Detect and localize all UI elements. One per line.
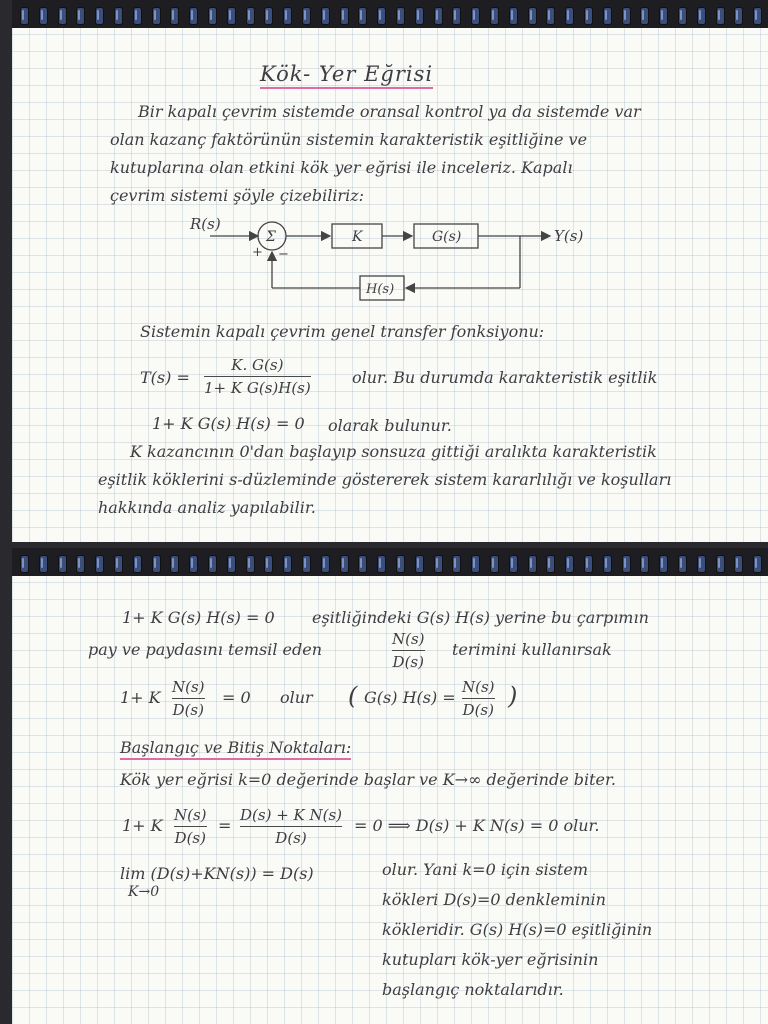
- notebook-page-2: [12, 548, 768, 1024]
- spiral-ring: [114, 555, 123, 573]
- characteristic-equation-text: olarak bulunur.: [328, 416, 452, 435]
- spiral-ring: [358, 555, 367, 573]
- eq2-paren-lhs: G(s) H(s) =: [364, 688, 456, 707]
- spiral-ring: [528, 555, 537, 573]
- tf-after-text: olur. Bu durumda karakteristik eşitlik: [352, 368, 658, 387]
- output-label: Y(s): [554, 227, 584, 245]
- conclusion-line-5: başlangıç noktalarıdır.: [382, 980, 564, 999]
- spiral-ring: [377, 555, 386, 573]
- feedback-label: H(s): [366, 282, 395, 297]
- eq2-paren-fraction: [462, 678, 495, 719]
- spiral-ring: [659, 555, 668, 573]
- notebook-page-1: [12, 0, 768, 542]
- spiral-ring: [264, 555, 273, 573]
- eq3-equals: =: [218, 816, 232, 835]
- spiral-ring: [415, 555, 424, 573]
- spiral-ring: [170, 555, 179, 573]
- eq2-paren-numerator: N(s): [462, 678, 495, 696]
- section-heading: Başlangıç ve Bitiş Noktaları:: [120, 738, 351, 760]
- conclusion-line-1: olur. Yani k=0 için sistem: [382, 860, 589, 879]
- plus-sign: +: [252, 245, 263, 260]
- eq2-denominator: D(s): [172, 701, 204, 719]
- tf-numerator: K. G(s): [231, 356, 284, 374]
- spiral-ring: [509, 555, 518, 573]
- tf-lhs: T(s) =: [140, 368, 190, 387]
- fraction-bar: [392, 650, 425, 651]
- fraction-bar: [204, 376, 311, 377]
- characteristic-equation: 1+ K G(s) H(s) = 0: [152, 414, 305, 433]
- eq3-tail: = 0 ⟹ D(s) + K N(s) = 0 olur.: [354, 816, 600, 835]
- spiral-ring: [283, 555, 292, 573]
- conclusion-line-4: kutupları kök-yer eğrisinin: [382, 950, 599, 969]
- nd-denominator: D(s): [392, 653, 424, 671]
- start-end-line: Kök yer eğrisi k=0 değerinde başlar ve K→∞ değerinde biter.: [120, 770, 616, 789]
- fraction-bar: [462, 698, 495, 699]
- tf-fraction: [204, 356, 311, 397]
- intro-line-1: Bir kapalı çevrim sistemde oransal kontrol ya da sistemde var: [138, 102, 641, 121]
- spiral-ring: [753, 555, 762, 573]
- eq2-paren-close: ): [508, 682, 518, 710]
- spiral-ring: [95, 555, 104, 573]
- spiral-ring: [622, 555, 631, 573]
- spiral-ring: [697, 555, 706, 573]
- conclusion-line-2: kökleri D(s)=0 denkleminin: [382, 890, 606, 909]
- nd-numerator: N(s): [392, 630, 425, 648]
- tf-intro: Sistemin kapalı çevrim genel transfer fonksiyonu:: [140, 322, 545, 341]
- spiral-ring: [396, 555, 405, 573]
- spiral-ring: [227, 555, 236, 573]
- spiral-ring: [471, 555, 480, 573]
- spiral-ring: [39, 555, 48, 573]
- eq1: 1+ K G(s) H(s) = 0: [122, 608, 275, 627]
- line2-b: terimini kullanırsak: [452, 640, 612, 659]
- spiral-ring: [76, 555, 85, 573]
- analysis-line-1: K kazancının 0'dan başlayıp sonsuza gittiği aralıkta karakteristik: [130, 442, 657, 461]
- spiral-ring: [640, 555, 649, 573]
- spiral-ring: [716, 555, 725, 573]
- spiral-ring: [434, 555, 443, 573]
- spiral-ring: [246, 555, 255, 573]
- limit-expression: lim (D(s)+KN(s)) = D(s): [120, 864, 314, 883]
- spiral-ring: [58, 555, 67, 573]
- eq2-fraction: [172, 678, 205, 719]
- intro-line-3: kutuplarına olan etkini kök yer eğrisi ile inceleriz. Kapalı: [110, 158, 573, 177]
- spiral-ring: [133, 555, 142, 573]
- page-title: Kök- Yer Eğrisi: [260, 62, 433, 89]
- eq3-fraction-2: [240, 806, 342, 847]
- eq2-olur: olur: [280, 688, 313, 707]
- eq3-fraction-1: [174, 806, 207, 847]
- spiral-ring: [302, 555, 311, 573]
- fraction-bar: [172, 698, 205, 699]
- eq3-denominator-2: D(s): [275, 829, 307, 847]
- sum-symbol: Σ: [266, 229, 276, 245]
- input-label: R(s): [190, 215, 221, 233]
- spiral-ring: [490, 555, 499, 573]
- spiral-ring: [603, 555, 612, 573]
- spiral-ring: [20, 555, 29, 573]
- spiral-ring: [208, 555, 217, 573]
- eq3-numerator-1: N(s): [174, 806, 207, 824]
- eq2-paren-open: (: [348, 682, 358, 710]
- minus-sign: −: [278, 247, 289, 262]
- spiral-ring: [734, 555, 743, 573]
- spiral-ring: [546, 555, 555, 573]
- tf-denominator: 1+ K G(s)H(s): [204, 379, 311, 397]
- spiral-ring: [452, 555, 461, 573]
- eq2-numerator: N(s): [172, 678, 205, 696]
- spiral-ring: [321, 555, 330, 573]
- spiral-ring: [189, 555, 198, 573]
- nd-fraction: [392, 630, 425, 671]
- analysis-line-3: hakkında analiz yapılabilir.: [98, 498, 316, 517]
- eq2-rhs: = 0: [222, 688, 251, 707]
- spiral-ring: [678, 555, 687, 573]
- spiral-ring: [152, 555, 161, 573]
- limit-subscript: K→0: [128, 884, 160, 900]
- gain-label: K: [352, 229, 363, 245]
- line2-a: pay ve paydasını temsil eden: [88, 640, 323, 659]
- eq3-denominator-1: D(s): [174, 829, 206, 847]
- fraction-bar: [174, 826, 207, 827]
- intro-line-2: olan kazanç faktörünün sistemin karakteristik eşitliğine ve: [110, 130, 588, 149]
- spiral-binding: [12, 548, 768, 576]
- spiral-ring: [584, 555, 593, 573]
- eq3-lhs: 1+ K: [122, 816, 163, 835]
- spiral-ring: [565, 555, 574, 573]
- eq1-text: eşitliğindeki G(s) H(s) yerine bu çarpımın: [312, 608, 649, 627]
- plant-label: G(s): [432, 229, 462, 245]
- analysis-line-2: eşitlik köklerini s-düzleminde göstererek sistem kararlılığı ve koşulları: [98, 470, 672, 489]
- eq2-lhs: 1+ K: [120, 688, 161, 707]
- spiral-ring: [340, 555, 349, 573]
- eq2-paren-denominator: D(s): [462, 701, 494, 719]
- conclusion-line-3: kökleridir. G(s) H(s)=0 eşitliğinin: [382, 920, 653, 939]
- intro-line-4: çevrim sistemi şöyle çizebiliriz:: [110, 186, 365, 205]
- eq3-numerator-2: D(s) + K N(s): [240, 806, 343, 824]
- fraction-bar: [240, 826, 342, 827]
